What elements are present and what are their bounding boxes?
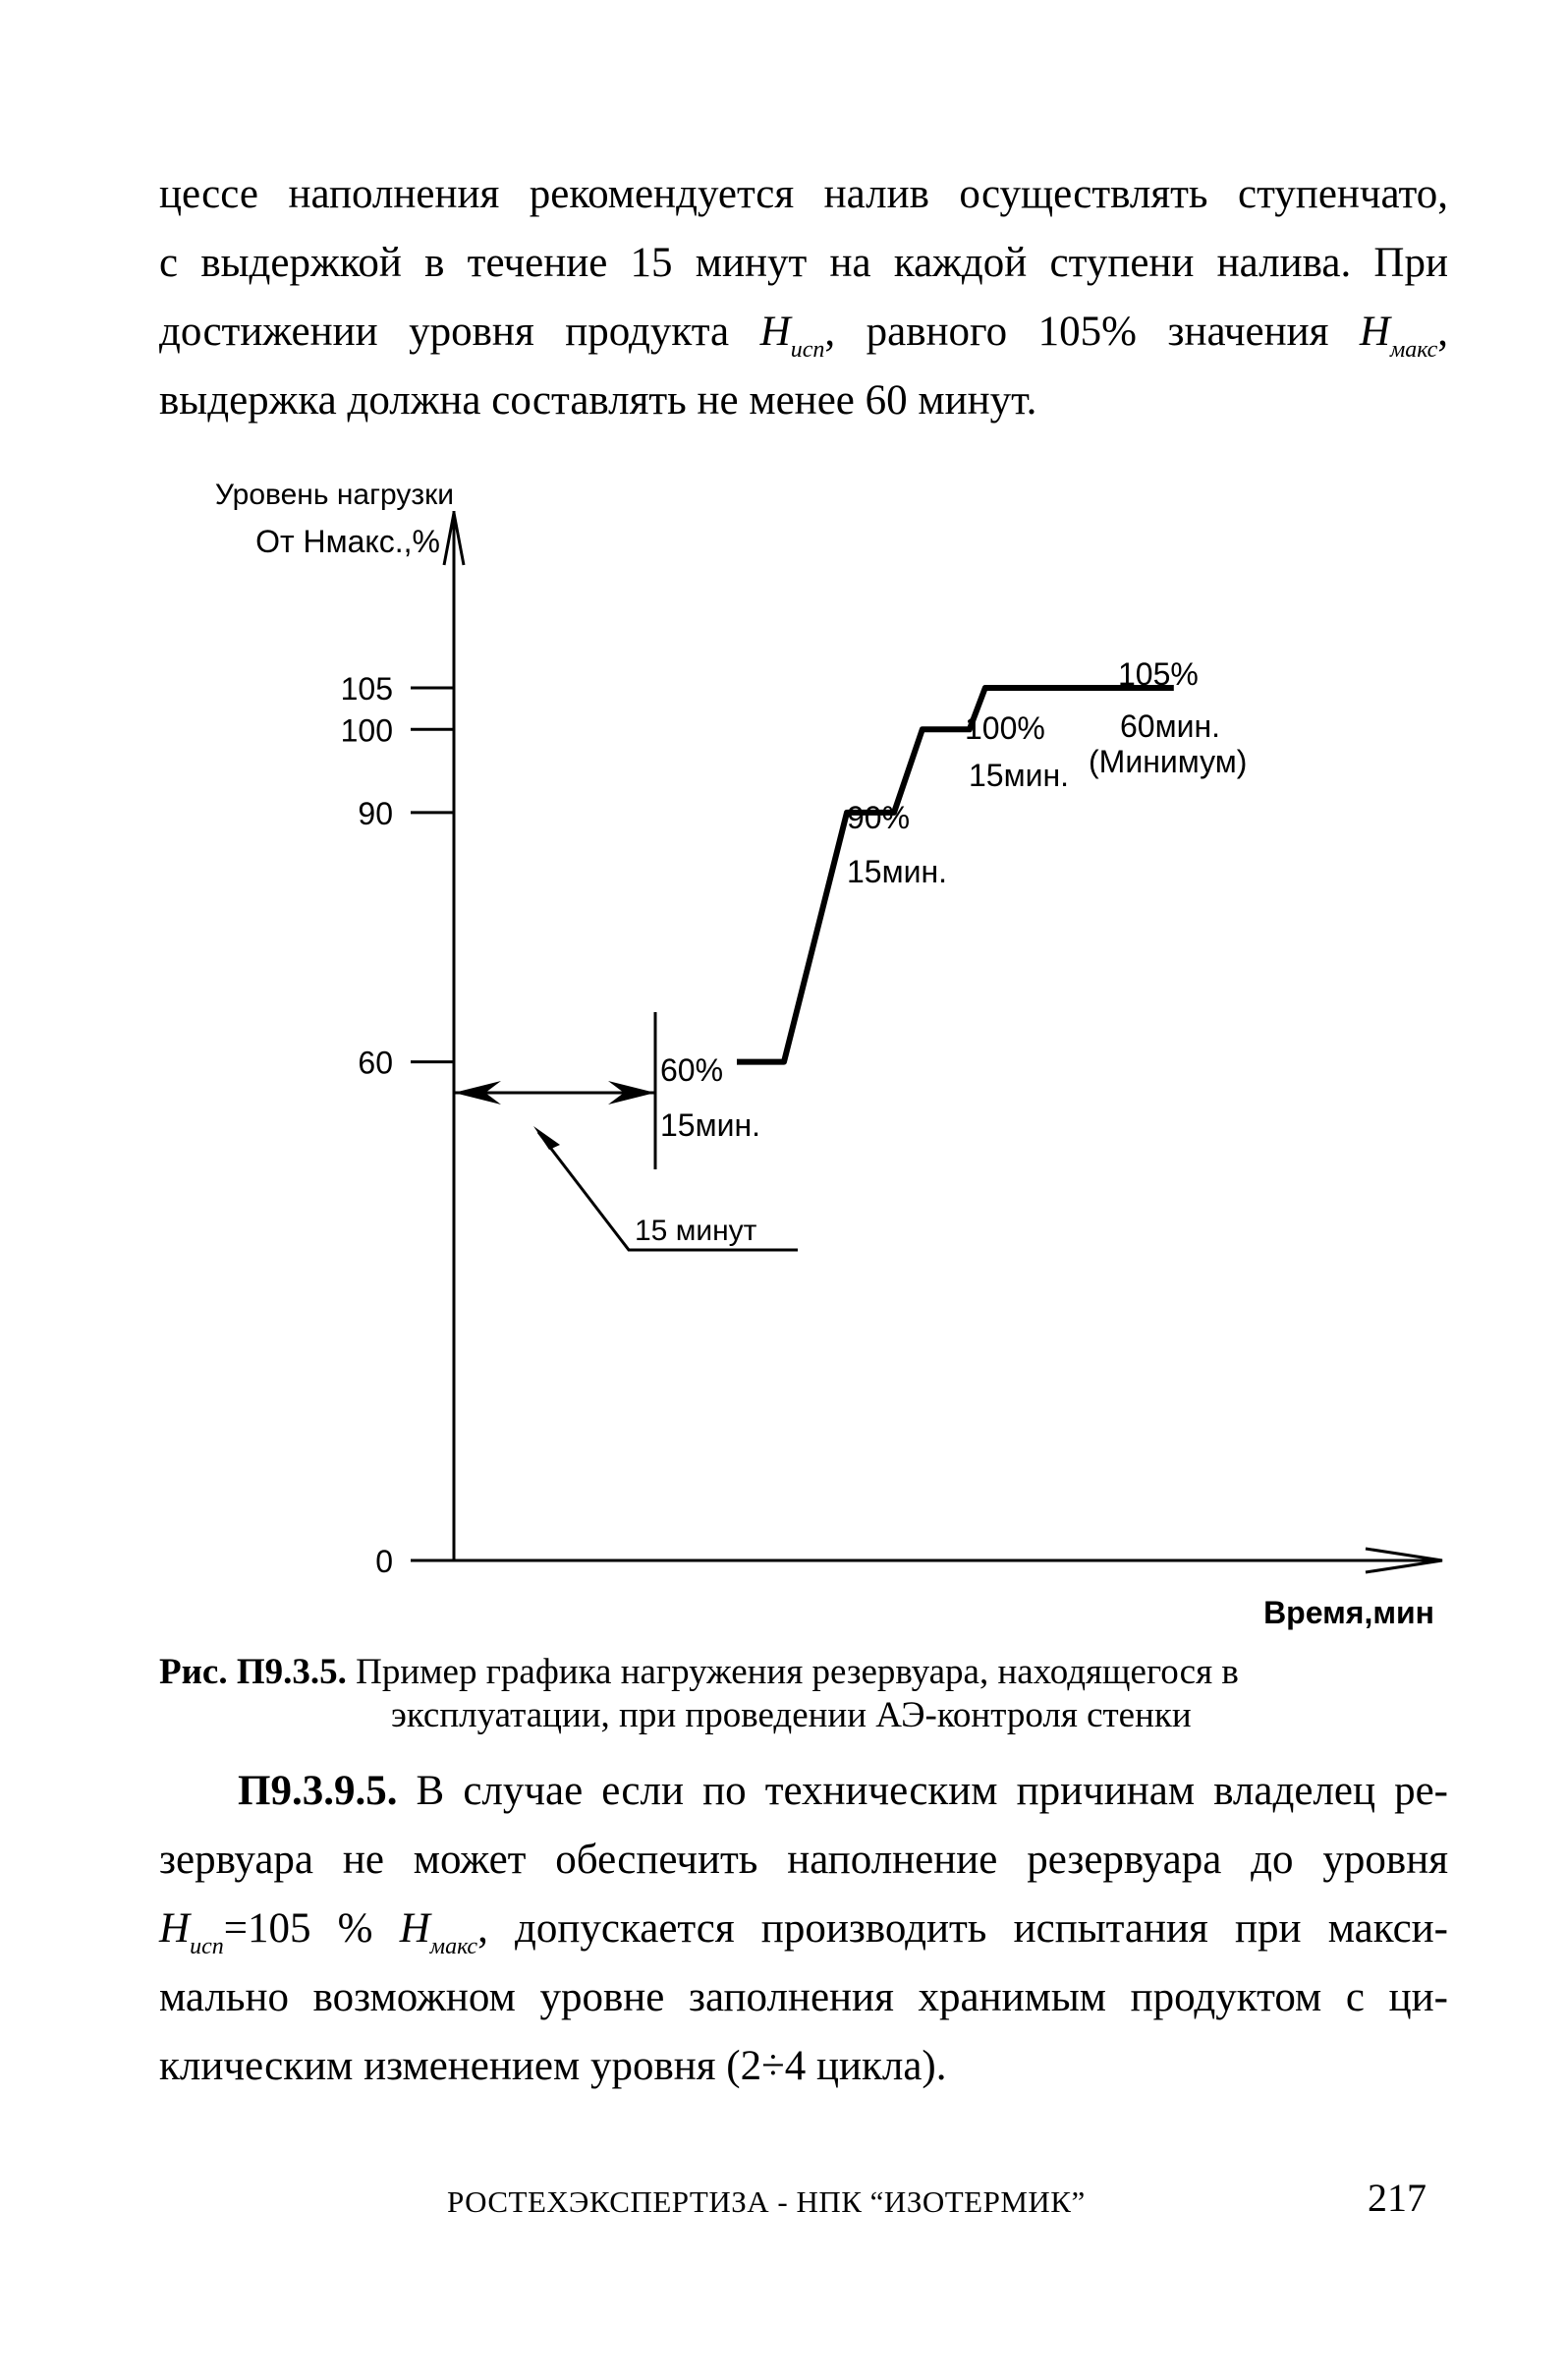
- y-tick-label-100: 100: [340, 712, 393, 749]
- caption-text-1: Пример графика нагружения резервуара, находящегося в: [346, 1652, 1239, 1692]
- y-tick-label-60: 60: [358, 1045, 393, 1081]
- intro-line-4: выдержка должна составлять не менее 60 минут.: [159, 377, 1037, 424]
- stage-105-note: (Минимум): [1089, 744, 1248, 779]
- stage-60-hold: 15мин.: [660, 1107, 761, 1143]
- section-line-4: мально возможном уровне заполнения хранимым продуктом с ци-: [159, 1974, 1448, 2020]
- footer-title: РОСТЕХЭКСПЕРТИЗА - НПК “ИЗОТЕРМИК”: [447, 2184, 1086, 2219]
- intro-line-2: с выдержкой в течение 15 минут на каждой ступени налива. При: [159, 240, 1448, 286]
- annotation-15-minutes: 15 минут: [635, 1215, 757, 1247]
- y-tick-label-0: 0: [375, 1544, 393, 1579]
- stage-100-hold: 15мин.: [969, 758, 1070, 793]
- figure-caption: [159, 1651, 1448, 1737]
- y-axis-label-line2: От Нмакс.,%: [255, 524, 440, 559]
- section-number: П9.3.9.5.: [238, 1768, 398, 1814]
- caption-text-2: эксплуатации, при проведении АЭ-контроля стенки: [391, 1695, 1192, 1735]
- annotation-arrowhead: [533, 1126, 560, 1150]
- y-axis-label-line1: Уровень нагрузки: [214, 479, 454, 511]
- stage-105-hold: 60мин.: [1120, 708, 1221, 744]
- section-line-2: зервуара не может обеспечить наполнение резервуара до уровня: [159, 1837, 1448, 1883]
- page-number: 217: [1368, 2176, 1426, 2220]
- y-tick-label-105: 105: [340, 671, 393, 707]
- stage-90-level: 90%: [847, 800, 911, 835]
- section-line-5: клическим изменением уровня (2÷4 цикла).: [159, 2043, 947, 2089]
- stage-90-hold: 15мин.: [847, 854, 948, 889]
- stage-60-level: 60%: [660, 1052, 724, 1088]
- x-axis-label: Время,мин: [1263, 1595, 1434, 1630]
- section-line-1: П9.3.9.5. В случае если по техническим причинам владелец ре-: [238, 1768, 1448, 1814]
- stage-100-level: 100%: [965, 710, 1045, 746]
- section-line-3: $H_{исп}=105$ % $H_{макс}$, допускается производить испытания при макси-: [159, 1905, 1448, 1959]
- y-ticks: [341, 671, 454, 1579]
- intro-line-1: цессе наполнения рекомендуется налив осуществлять ступенчато,: [159, 171, 1448, 217]
- y-tick-label-90: 90: [358, 795, 393, 831]
- caption-label: Рис. П9.3.5.: [159, 1652, 347, 1692]
- intro-line-3: достижении уровня продукта $H_{исп}$, равного 105% значения $H_{макс}$,: [159, 309, 1448, 363]
- stage-105-level: 105%: [1118, 656, 1199, 692]
- section-paragraph: [159, 1757, 1448, 2101]
